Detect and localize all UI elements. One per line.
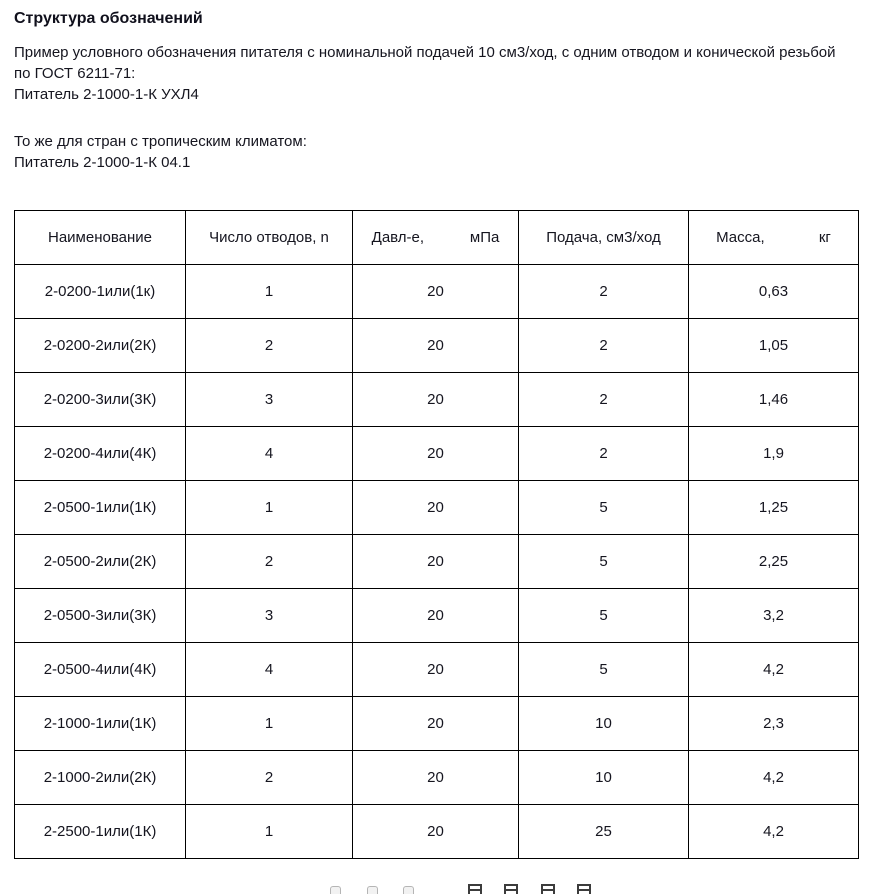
cut-off-icons-strip xyxy=(330,878,630,894)
table-row xyxy=(15,751,859,805)
table-row xyxy=(15,427,859,481)
table-row xyxy=(15,265,859,319)
cell-outlets: 2 xyxy=(186,535,353,589)
cell-flow: 2 xyxy=(519,319,689,373)
cell-outlets: 1 xyxy=(186,697,353,751)
cell-outlets: 4 xyxy=(186,427,353,481)
cut-off-icon[interactable] xyxy=(330,886,341,894)
paragraph-example xyxy=(14,42,850,105)
cut-off-icon[interactable] xyxy=(367,886,378,894)
cell-name: 2-0500-3или(3К) xyxy=(15,589,186,643)
cell-outlets: 2 xyxy=(186,319,353,373)
cell-pressure: 20 xyxy=(353,535,519,589)
cell-outlets: 4 xyxy=(186,643,353,697)
cut-off-icon[interactable] xyxy=(541,884,555,894)
cut-off-icon[interactable] xyxy=(468,884,482,894)
spec-table xyxy=(14,210,859,859)
cell-pressure: 20 xyxy=(353,481,519,535)
cell-mass: 4,2 xyxy=(689,805,859,859)
cell-mass: 3,2 xyxy=(689,589,859,643)
cut-off-icon[interactable] xyxy=(403,886,414,894)
cell-name: 2-0200-4или(4К) xyxy=(15,427,186,481)
cell-flow: 5 xyxy=(519,589,689,643)
table-header-row xyxy=(15,211,859,265)
table-row xyxy=(15,697,859,751)
cut-off-icon[interactable] xyxy=(577,884,591,894)
cell-flow: 5 xyxy=(519,535,689,589)
cell-outlets: 1 xyxy=(186,481,353,535)
cell-name: 2-0200-3или(3К) xyxy=(15,373,186,427)
table-row xyxy=(15,373,859,427)
cell-mass: 1,05 xyxy=(689,319,859,373)
cell-name: 2-0500-4или(4К) xyxy=(15,643,186,697)
cell-flow: 2 xyxy=(519,265,689,319)
table-row xyxy=(15,589,859,643)
cell-outlets: 2 xyxy=(186,751,353,805)
cell-name: 2-0200-1или(1к) xyxy=(15,265,186,319)
cell-name: 2-0500-1или(1К) xyxy=(15,481,186,535)
cell-pressure: 20 xyxy=(353,265,519,319)
cell-flow: 2 xyxy=(519,427,689,481)
cell-mass: 1,25 xyxy=(689,481,859,535)
cell-pressure: 20 xyxy=(353,427,519,481)
cell-outlets: 3 xyxy=(186,589,353,643)
header-outlets: Число отводов, n xyxy=(186,211,353,265)
header-mass: Масса, кг xyxy=(689,211,859,265)
cell-name: 2-0200-2или(2К) xyxy=(15,319,186,373)
cell-mass: 2,25 xyxy=(689,535,859,589)
tropical-text: То же для стран с тропическим климатом: xyxy=(14,133,307,150)
cell-name: 2-1000-2или(2К) xyxy=(15,751,186,805)
table-row xyxy=(15,805,859,859)
cell-mass: 2,3 xyxy=(689,697,859,751)
cell-outlets: 3 xyxy=(186,373,353,427)
tropical-designation: Питатель 2-1000-1-К 04.1 xyxy=(14,154,191,171)
cell-pressure: 20 xyxy=(353,697,519,751)
cell-pressure: 20 xyxy=(353,643,519,697)
cell-flow: 5 xyxy=(519,481,689,535)
cell-mass: 4,2 xyxy=(689,751,859,805)
cell-name: 2-1000-1или(1К) xyxy=(15,697,186,751)
cell-pressure: 20 xyxy=(353,589,519,643)
cell-flow: 2 xyxy=(519,373,689,427)
paragraph-tropical xyxy=(14,131,850,173)
cell-mass: 4,2 xyxy=(689,643,859,697)
spec-table-body xyxy=(15,265,859,859)
cell-outlets: 1 xyxy=(186,805,353,859)
cell-flow: 10 xyxy=(519,697,689,751)
cell-name: 2-0500-2или(2К) xyxy=(15,535,186,589)
cell-outlets: 1 xyxy=(186,265,353,319)
header-name: Наименование xyxy=(15,211,186,265)
header-pressure: Давл-е, мПа xyxy=(353,211,519,265)
cell-pressure: 20 xyxy=(353,373,519,427)
cell-mass: 1,46 xyxy=(689,373,859,427)
table-row xyxy=(15,643,859,697)
cell-name: 2-2500-1или(1К) xyxy=(15,805,186,859)
header-flow: Подача, см3/ход xyxy=(519,211,689,265)
cell-flow: 25 xyxy=(519,805,689,859)
page-title: Структура обозначений xyxy=(14,10,203,27)
table-row xyxy=(15,319,859,373)
table-row xyxy=(15,535,859,589)
cell-flow: 10 xyxy=(519,751,689,805)
example-text: Пример условного обозначения питателя с номинальной подачей 10 см3/ход, с одним отводом и конической резьбой по ГОСТ 6211-71: xyxy=(14,44,836,82)
cell-mass: 1,9 xyxy=(689,427,859,481)
example-designation: Питатель 2-1000-1-К УХЛ4 xyxy=(14,86,199,103)
cell-flow: 5 xyxy=(519,643,689,697)
cell-pressure: 20 xyxy=(353,751,519,805)
cut-off-icon[interactable] xyxy=(504,884,518,894)
cell-pressure: 20 xyxy=(353,319,519,373)
table-row xyxy=(15,481,859,535)
cell-mass: 0,63 xyxy=(689,265,859,319)
cell-pressure: 20 xyxy=(353,805,519,859)
